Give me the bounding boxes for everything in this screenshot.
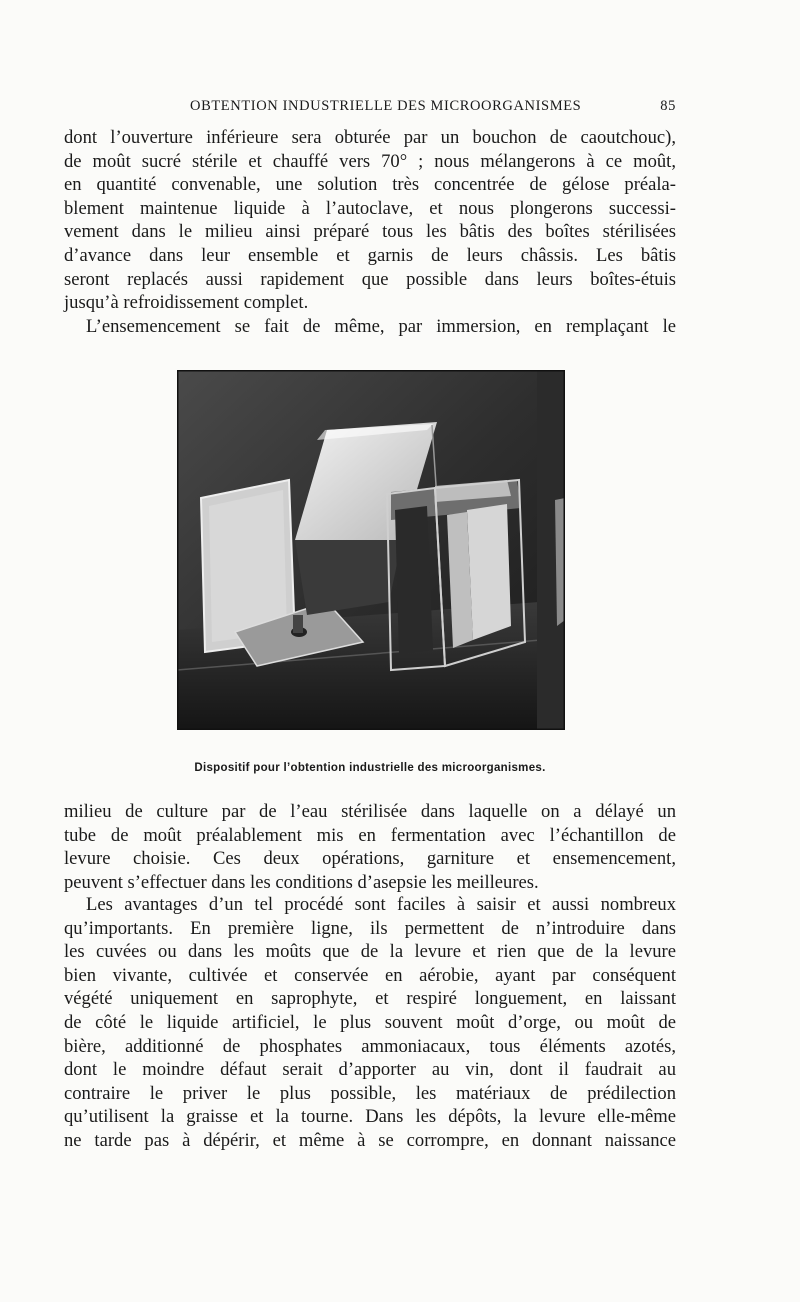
text-line: contraire le priver le plus possible, les matériaux de prédilection: [64, 1082, 676, 1104]
text-line: de côté le liquide artificiel, le plus souvent moût d’orge, ou moût de: [64, 1011, 676, 1033]
running-header: [64, 98, 676, 120]
text-line: en quantité convenable, une solution très concentrée de gélose préala-: [64, 174, 676, 196]
paragraph-3: [64, 893, 676, 1153]
text-line: seront replacés aussi rapidement que possible dans leurs boîtes-étuis: [64, 268, 676, 290]
text-line: peuvent s’effectuer dans les conditions d’asepsie les meilleures.: [64, 871, 539, 893]
text-line: levure choisie. Ces deux opérations, garniture et ensemencement,: [64, 848, 676, 870]
text-line: les cuvées ou dans les moûts que de la levure et rien que de la levure: [64, 941, 676, 963]
text-line: qu’importants. En première ligne, ils permettent de n’introduire dans: [64, 917, 676, 939]
text-line: qu’utilisent la graisse et la tourne. Dans les dépôts, la levure elle-même: [64, 1106, 676, 1128]
text-line: végété uniquement en saprophyte, et respiré longuement, en laissant: [64, 988, 676, 1010]
text-line: blement maintenue liquide à l’autoclave, et nous plongerons successi-: [64, 197, 676, 219]
paragraph-2: [64, 800, 676, 894]
text-line: d’avance dans leur ensemble et garnis de leurs châssis. Les bâtis: [64, 244, 676, 266]
text-line: vement dans le milieu ainsi préparé tous les bâtis des boîtes stérilisées: [64, 221, 676, 243]
paragraph-1: [64, 126, 676, 338]
text-line: de moût sucré stérile et chauffé vers 70° ; nous mélangerons à ce moût,: [64, 150, 676, 172]
figure-caption: Dispositif pour l’obtention industrielle des microorganismes.: [194, 762, 546, 774]
text-line: tube de moût préalablement mis en fermentation avec l’échantillon de: [64, 824, 676, 846]
text-line: Les avantages d’un tel procédé sont faciles à saisir et aussi nombreux: [86, 894, 676, 915]
text-line: dont le moindre défaut serait d’apporter au vin, dont il faudrait au: [64, 1059, 676, 1081]
text-line: jusqu’à refroidissement complet.: [64, 292, 309, 314]
apparatus-photo: [177, 370, 565, 730]
text-line: L’ensemencement se fait de même, par immersion, en remplaçant le: [86, 315, 676, 337]
text-line: bien vivante, cultivée et conservée en aérobie, ayant par conséquent: [64, 964, 676, 986]
text-line: ne tarde pas à dépérir, et même à se corrompre, en donnant naissance: [64, 1129, 676, 1151]
figure-photograph: [177, 370, 565, 730]
text-line: milieu de culture par de l’eau stérilisée dans laquelle on a délayé un: [64, 801, 676, 822]
page-number: 85: [660, 98, 676, 114]
running-title: OBTENTION INDUSTRIELLE DES MICROORGANISMES: [190, 98, 582, 114]
text-line: bière, additionné de phosphates ammoniacaux, tous éléments azotés,: [64, 1035, 676, 1057]
text-line: dont l’ouverture inférieure sera obturée par un bouchon de caoutchouc),: [64, 127, 676, 148]
